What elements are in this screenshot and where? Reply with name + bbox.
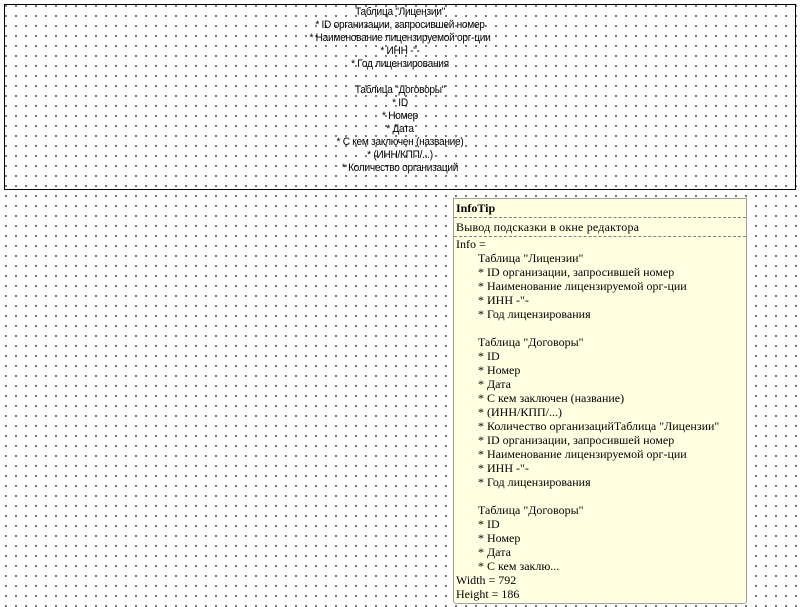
info-line: * (ИНН/КПП/...) <box>478 405 562 419</box>
infotip-description: Вывод подсказки в окне редактора <box>454 218 746 237</box>
frame-line: Таблица "Договоры" <box>354 84 446 96</box>
infotip-title: InfoTip <box>454 199 746 218</box>
info-line: * ID организации, запросившей номер <box>478 433 675 447</box>
info-line: * С кем заключен (название) <box>478 391 625 405</box>
info-line: * Номер <box>478 531 521 545</box>
info-line: * ID <box>478 349 500 363</box>
text-frame[interactable] <box>4 4 796 190</box>
frame-line: * Дата <box>386 123 414 135</box>
infotip-body <box>454 237 746 601</box>
info-line <box>456 489 746 503</box>
frame-line: * Наименование лицензируемой орг-ции <box>309 32 491 44</box>
info-line: * Номер <box>478 363 521 377</box>
info-line: * ИНН -"- <box>478 293 529 307</box>
info-line: * Наименование лицензируемой орг-ции <box>478 279 687 293</box>
info-line: * Наименование лицензируемой орг-ции <box>478 447 687 461</box>
frame-line: * ID организации, запросившей номер <box>315 19 485 31</box>
info-line: * Дата <box>478 377 511 391</box>
info-line: Таблица "Лицензии" <box>478 251 584 265</box>
infotip-popup <box>453 198 747 604</box>
height-label: Height = 186 <box>456 587 520 601</box>
info-line <box>456 321 746 335</box>
frame-line: * Количество организаций <box>341 162 459 174</box>
info-line: * Дата <box>478 545 511 559</box>
frame-line: * (ИНН/КПП/...) <box>367 149 433 161</box>
info-line: Таблица "Договоры" <box>478 503 584 517</box>
info-line: * ID <box>478 517 500 531</box>
frame-line: * ИНН -"- <box>380 45 420 57</box>
info-line: * ИНН -"- <box>478 461 529 475</box>
frame-line: * Номер <box>382 110 418 122</box>
width-label: Width = 792 <box>456 573 517 587</box>
frame-line: * Год лицензирования <box>351 58 449 70</box>
info-line: Таблица "Договоры" <box>478 335 584 349</box>
info-line: * Год лицензирования <box>478 307 591 321</box>
info-line: * Количество организацийТаблица "Лицензии" <box>478 419 720 433</box>
frame-text <box>37 6 764 175</box>
frame-line: * С кем заключен (название) <box>336 136 464 148</box>
frame-line: * ID <box>392 97 408 109</box>
info-line: * ID организации, запросившей номер <box>478 265 675 279</box>
info-label: Info = <box>456 237 486 251</box>
frame-line: Таблица "Лицензии" <box>355 6 445 18</box>
info-line: * Год лицензирования <box>478 475 591 489</box>
info-line: * С кем заклю... <box>478 559 560 573</box>
frame-line <box>37 71 764 84</box>
